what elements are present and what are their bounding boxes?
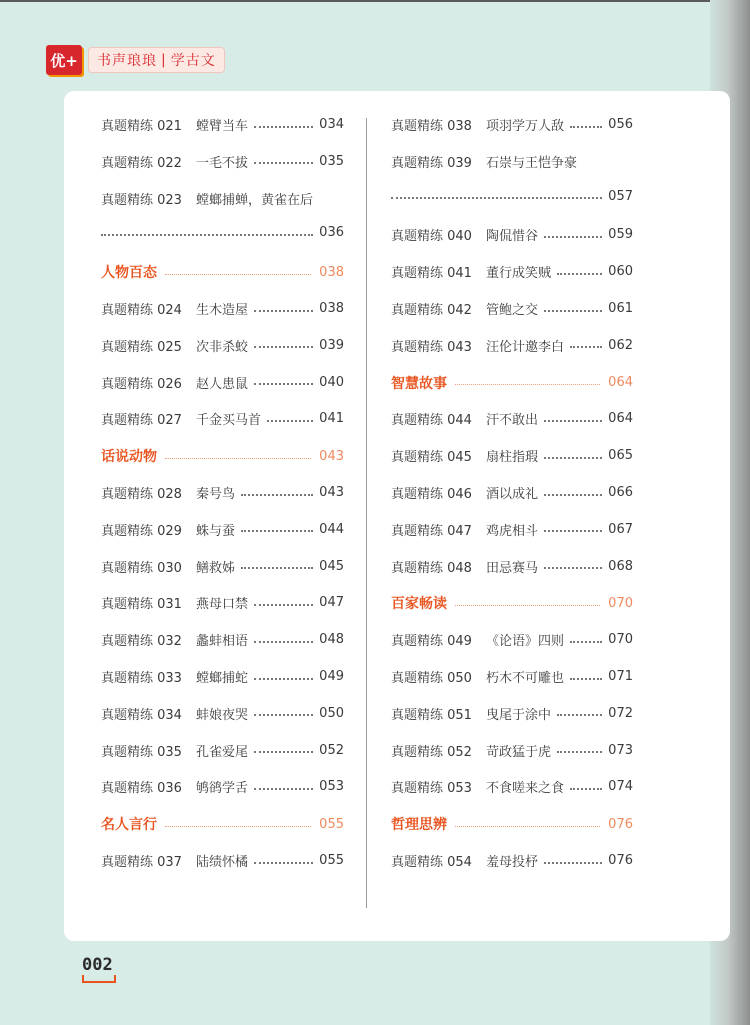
leader-dots — [544, 420, 602, 422]
entry-title: 田忌赛马 — [485, 560, 538, 576]
leader-dots — [544, 530, 602, 532]
entry-title: 螳螂捕蝉，黄雀在后 — [195, 192, 313, 208]
leader-dots — [544, 567, 602, 569]
section-page: 043 — [319, 448, 344, 464]
toc-entry[interactable] — [391, 152, 633, 171]
entry-code: 真题精练 030 — [101, 560, 182, 576]
entry-page: 073 — [608, 742, 633, 758]
book-title-right: 学古文 — [170, 53, 216, 69]
entry-code: 真题精练 021 — [101, 119, 182, 134]
entry-code: 真题精练 047 — [391, 523, 472, 539]
entry-code: 真题精练 025 — [101, 339, 182, 355]
leader-dots — [254, 714, 313, 716]
leader-dots — [544, 862, 602, 864]
toc-entry-continuation[interactable] — [391, 189, 633, 204]
leader-dots — [544, 494, 602, 496]
entry-page: 065 — [608, 448, 633, 464]
leader-dots — [570, 346, 602, 348]
toc-entry[interactable] — [391, 336, 633, 355]
entry-page: 047 — [319, 595, 344, 611]
leader-dots — [254, 641, 313, 643]
entry-code: 真题精练 028 — [101, 487, 182, 502]
entry-title: 陆绩怀橘 — [195, 855, 248, 870]
entry-page: 068 — [608, 558, 633, 574]
leader-dots — [570, 678, 602, 680]
toc-entry[interactable] — [101, 557, 344, 576]
toc-entry[interactable] — [101, 777, 344, 796]
leader-dots — [241, 530, 313, 532]
entry-code: 真题精练 042 — [391, 303, 472, 318]
top-edge — [0, 0, 750, 2]
toc-entry[interactable] — [391, 115, 633, 134]
toc-entry[interactable] — [391, 557, 633, 576]
leader-dots — [557, 751, 602, 753]
leader-dots — [101, 234, 313, 236]
toc-entry[interactable] — [391, 704, 633, 723]
entry-title: 螳螂捕蛇 — [195, 671, 248, 686]
toc-entry[interactable] — [391, 409, 633, 428]
leader-dots — [455, 605, 600, 606]
entry-title: 汗不敢出 — [485, 413, 538, 429]
entry-code: 真题精练 029 — [101, 523, 182, 539]
toc-entry[interactable] — [101, 299, 344, 318]
entry-code: 真题精练 048 — [391, 560, 472, 576]
toc-entry[interactable] — [391, 741, 633, 760]
leader-dots — [254, 383, 313, 385]
entry-title: 鸲鹆学舌 — [195, 781, 248, 797]
entry-title: 管鲍之交 — [485, 303, 538, 318]
entry-page: 052 — [319, 742, 344, 758]
entry-code: 真题精练 054 — [391, 855, 472, 870]
entry-page: 060 — [608, 264, 633, 280]
entry-page: 072 — [608, 705, 633, 721]
entry-page: 050 — [319, 705, 344, 721]
entry-title: 鸡虎相斗 — [485, 523, 538, 539]
toc-entry[interactable] — [101, 741, 344, 760]
toc-entry[interactable] — [391, 483, 633, 502]
toc-entry[interactable] — [101, 373, 344, 392]
section-title: 名人言行 — [101, 817, 157, 834]
entry-page: 041 — [319, 411, 344, 427]
toc-entry[interactable] — [101, 667, 344, 686]
toc-entry[interactable] — [101, 152, 344, 171]
leader-dots — [544, 457, 602, 459]
entry-page: 055 — [319, 853, 344, 868]
entry-code: 真题精练 052 — [391, 744, 472, 760]
leader-dots — [544, 236, 602, 238]
entry-code: 真题精练 040 — [391, 229, 472, 245]
entry-code: 真题精练 026 — [101, 376, 182, 392]
leader-dots — [557, 714, 602, 716]
toc-entry[interactable] — [101, 704, 344, 723]
section-page: 064 — [608, 375, 633, 391]
entry-title: 董行成笑贼 — [485, 266, 551, 282]
toc-entry[interactable] — [101, 483, 344, 502]
entry-title: 朽木不可雕也 — [485, 671, 564, 686]
section-page: 070 — [608, 595, 633, 611]
entry-code: 真题精练 045 — [391, 450, 472, 466]
toc-entry[interactable] — [391, 299, 633, 318]
entry-title: 孔雀爱尾 — [195, 744, 248, 760]
leader-dots — [455, 826, 600, 827]
entry-page: 061 — [608, 301, 633, 316]
leader-dots — [391, 197, 602, 199]
toc-entry[interactable] — [391, 446, 633, 465]
leader-dots — [254, 310, 313, 312]
leader-dots — [544, 310, 602, 312]
page-number: 002 — [82, 955, 113, 975]
section-title: 百家畅读 — [391, 596, 447, 613]
entry-page: 043 — [319, 485, 344, 500]
leader-dots — [267, 420, 313, 422]
entry-title: 一毛不拔 — [195, 155, 248, 171]
section-title: 智慧故事 — [391, 375, 447, 392]
toc-entry[interactable] — [101, 115, 344, 134]
entry-code: 真题精练 039 — [391, 155, 472, 171]
leader-dots — [455, 384, 600, 385]
entry-page: 062 — [608, 337, 633, 353]
leader-dots — [254, 788, 313, 790]
toc-section-heading[interactable] — [391, 373, 633, 393]
entry-title: 《论语》四则 — [485, 634, 564, 650]
entry-title: 蛛与蚕 — [195, 523, 235, 539]
toc-entry[interactable] — [101, 851, 344, 870]
entry-code: 真题精练 050 — [391, 671, 472, 686]
leader-dots — [254, 678, 313, 680]
leader-dots — [165, 826, 311, 827]
entry-page: 034 — [319, 117, 344, 132]
entry-title: 汪伦计邀李白 — [485, 339, 564, 355]
entry-page: 035 — [319, 153, 344, 169]
entry-page: 067 — [608, 521, 633, 537]
toc-section-heading[interactable] — [101, 262, 344, 282]
leader-dots — [254, 862, 313, 864]
toc-entry[interactable] — [391, 667, 633, 686]
entry-page: 038 — [319, 301, 344, 316]
leader-dots — [557, 273, 602, 275]
entry-page: 071 — [608, 669, 633, 684]
toc-entry[interactable] — [101, 520, 344, 539]
entry-title: 赵人患鼠 — [195, 376, 248, 392]
entry-title: 不食嗟来之食 — [485, 781, 564, 797]
toc-entry[interactable] — [391, 777, 633, 796]
entry-code: 真题精练 032 — [101, 634, 182, 650]
entry-page: 076 — [608, 853, 633, 868]
entry-code: 真题精练 033 — [101, 671, 182, 686]
entry-code: 真题精练 035 — [101, 744, 182, 760]
leader-dots — [254, 346, 313, 348]
leader-dots — [165, 458, 311, 459]
section-page: 055 — [319, 816, 344, 832]
entry-title: 次非杀蛟 — [195, 339, 248, 355]
entry-code: 真题精练 022 — [101, 155, 182, 171]
toc-entry[interactable] — [391, 225, 633, 244]
entry-page: 070 — [608, 632, 633, 648]
entry-title: 羞母投杼 — [485, 855, 538, 870]
entry-code: 真题精练 041 — [391, 266, 472, 282]
entry-title: 燕母口禁 — [195, 597, 248, 613]
entry-page: 066 — [608, 485, 633, 500]
leader-dots — [570, 788, 602, 790]
entry-title: 石崇与王恺争豪 — [485, 155, 577, 171]
entry-title: 扇柱指瑕 — [485, 450, 538, 466]
entry-title: 蚌娘夜哭 — [195, 707, 248, 723]
entry-code: 真题精练 023 — [101, 192, 182, 208]
page-number-ornament — [82, 975, 116, 983]
leader-dots — [570, 641, 602, 643]
entry-code: 真题精练 049 — [391, 634, 472, 650]
section-title: 哲理思辨 — [391, 817, 447, 834]
toc-entry[interactable] — [101, 409, 344, 428]
toc-entry[interactable] — [101, 336, 344, 355]
entry-title: 千金买马首 — [195, 413, 261, 429]
entry-page: 049 — [319, 669, 344, 684]
book-title-separator: | — [161, 52, 167, 68]
entry-page: 056 — [608, 117, 633, 132]
entry-code: 真题精练 031 — [101, 597, 182, 613]
entry-page: 059 — [608, 227, 633, 243]
toc-entry[interactable] — [391, 630, 633, 649]
leader-dots — [241, 567, 313, 569]
entry-title: 生木造屋 — [195, 303, 248, 318]
entry-title: 陶侃惜谷 — [485, 229, 538, 245]
section-title: 人物百态 — [101, 265, 157, 282]
entry-code: 真题精练 027 — [101, 413, 182, 429]
brand-logo: 优+ — [46, 45, 82, 75]
toc-section-heading[interactable] — [101, 446, 344, 466]
toc-entry[interactable] — [391, 262, 633, 281]
entry-code: 真题精练 024 — [101, 303, 182, 318]
toc-entry[interactable] — [391, 520, 633, 539]
entry-code: 真题精练 044 — [391, 413, 472, 429]
leader-dots — [241, 494, 313, 496]
entry-title: 曳尾于涂中 — [485, 707, 551, 723]
entry-code: 真题精练 051 — [391, 707, 472, 723]
entry-page: 045 — [319, 558, 344, 574]
entry-title: 项羽学万人敌 — [485, 119, 564, 134]
entry-page: 053 — [319, 779, 344, 795]
leader-dots — [254, 162, 313, 164]
entry-page: 044 — [319, 521, 344, 537]
entry-page: 039 — [319, 337, 344, 353]
entry-title: 鳝救姊 — [195, 560, 235, 576]
header-badge — [46, 45, 225, 75]
entry-code: 真题精练 053 — [391, 781, 472, 797]
entry-code: 真题精练 038 — [391, 119, 472, 134]
toc-section-heading[interactable] — [391, 814, 633, 834]
entry-code: 真题精练 036 — [101, 781, 182, 797]
toc-section-heading[interactable] — [101, 814, 344, 834]
column-divider — [366, 118, 367, 908]
entry-code: 真题精练 034 — [101, 707, 182, 723]
leader-dots — [254, 751, 313, 753]
toc-entry[interactable] — [101, 593, 344, 612]
toc-entry-continuation[interactable] — [101, 225, 344, 240]
entry-title: 苛政猛于虎 — [485, 744, 551, 760]
entry-page: 057 — [608, 188, 633, 204]
section-title: 话说动物 — [101, 449, 157, 466]
toc-section-heading[interactable] — [391, 593, 633, 613]
entry-page: 040 — [319, 374, 344, 390]
entry-page: 048 — [319, 632, 344, 648]
entry-title: 酒以成礼 — [485, 487, 538, 502]
section-page: 076 — [608, 816, 633, 832]
entry-title: 蠡蚌相语 — [195, 634, 248, 650]
entry-page: 074 — [608, 779, 633, 795]
book-title — [88, 47, 225, 73]
entry-code: 真题精练 046 — [391, 487, 472, 502]
toc-entry[interactable] — [101, 189, 344, 208]
entry-page: 036 — [319, 225, 344, 241]
leader-dots — [165, 274, 311, 275]
entry-title: 秦号鸟 — [195, 487, 235, 502]
toc-entry[interactable] — [391, 851, 633, 870]
entry-code: 真题精练 043 — [391, 339, 472, 355]
toc-entry[interactable] — [101, 630, 344, 649]
leader-dots — [254, 604, 313, 606]
section-page: 038 — [319, 264, 344, 280]
book-title-left: 书声琅琅 — [97, 53, 157, 69]
entry-title: 螳臂当车 — [195, 119, 248, 134]
entry-code: 真题精练 037 — [101, 855, 182, 870]
entry-page: 064 — [608, 411, 633, 427]
leader-dots — [570, 126, 602, 128]
leader-dots — [254, 126, 313, 128]
